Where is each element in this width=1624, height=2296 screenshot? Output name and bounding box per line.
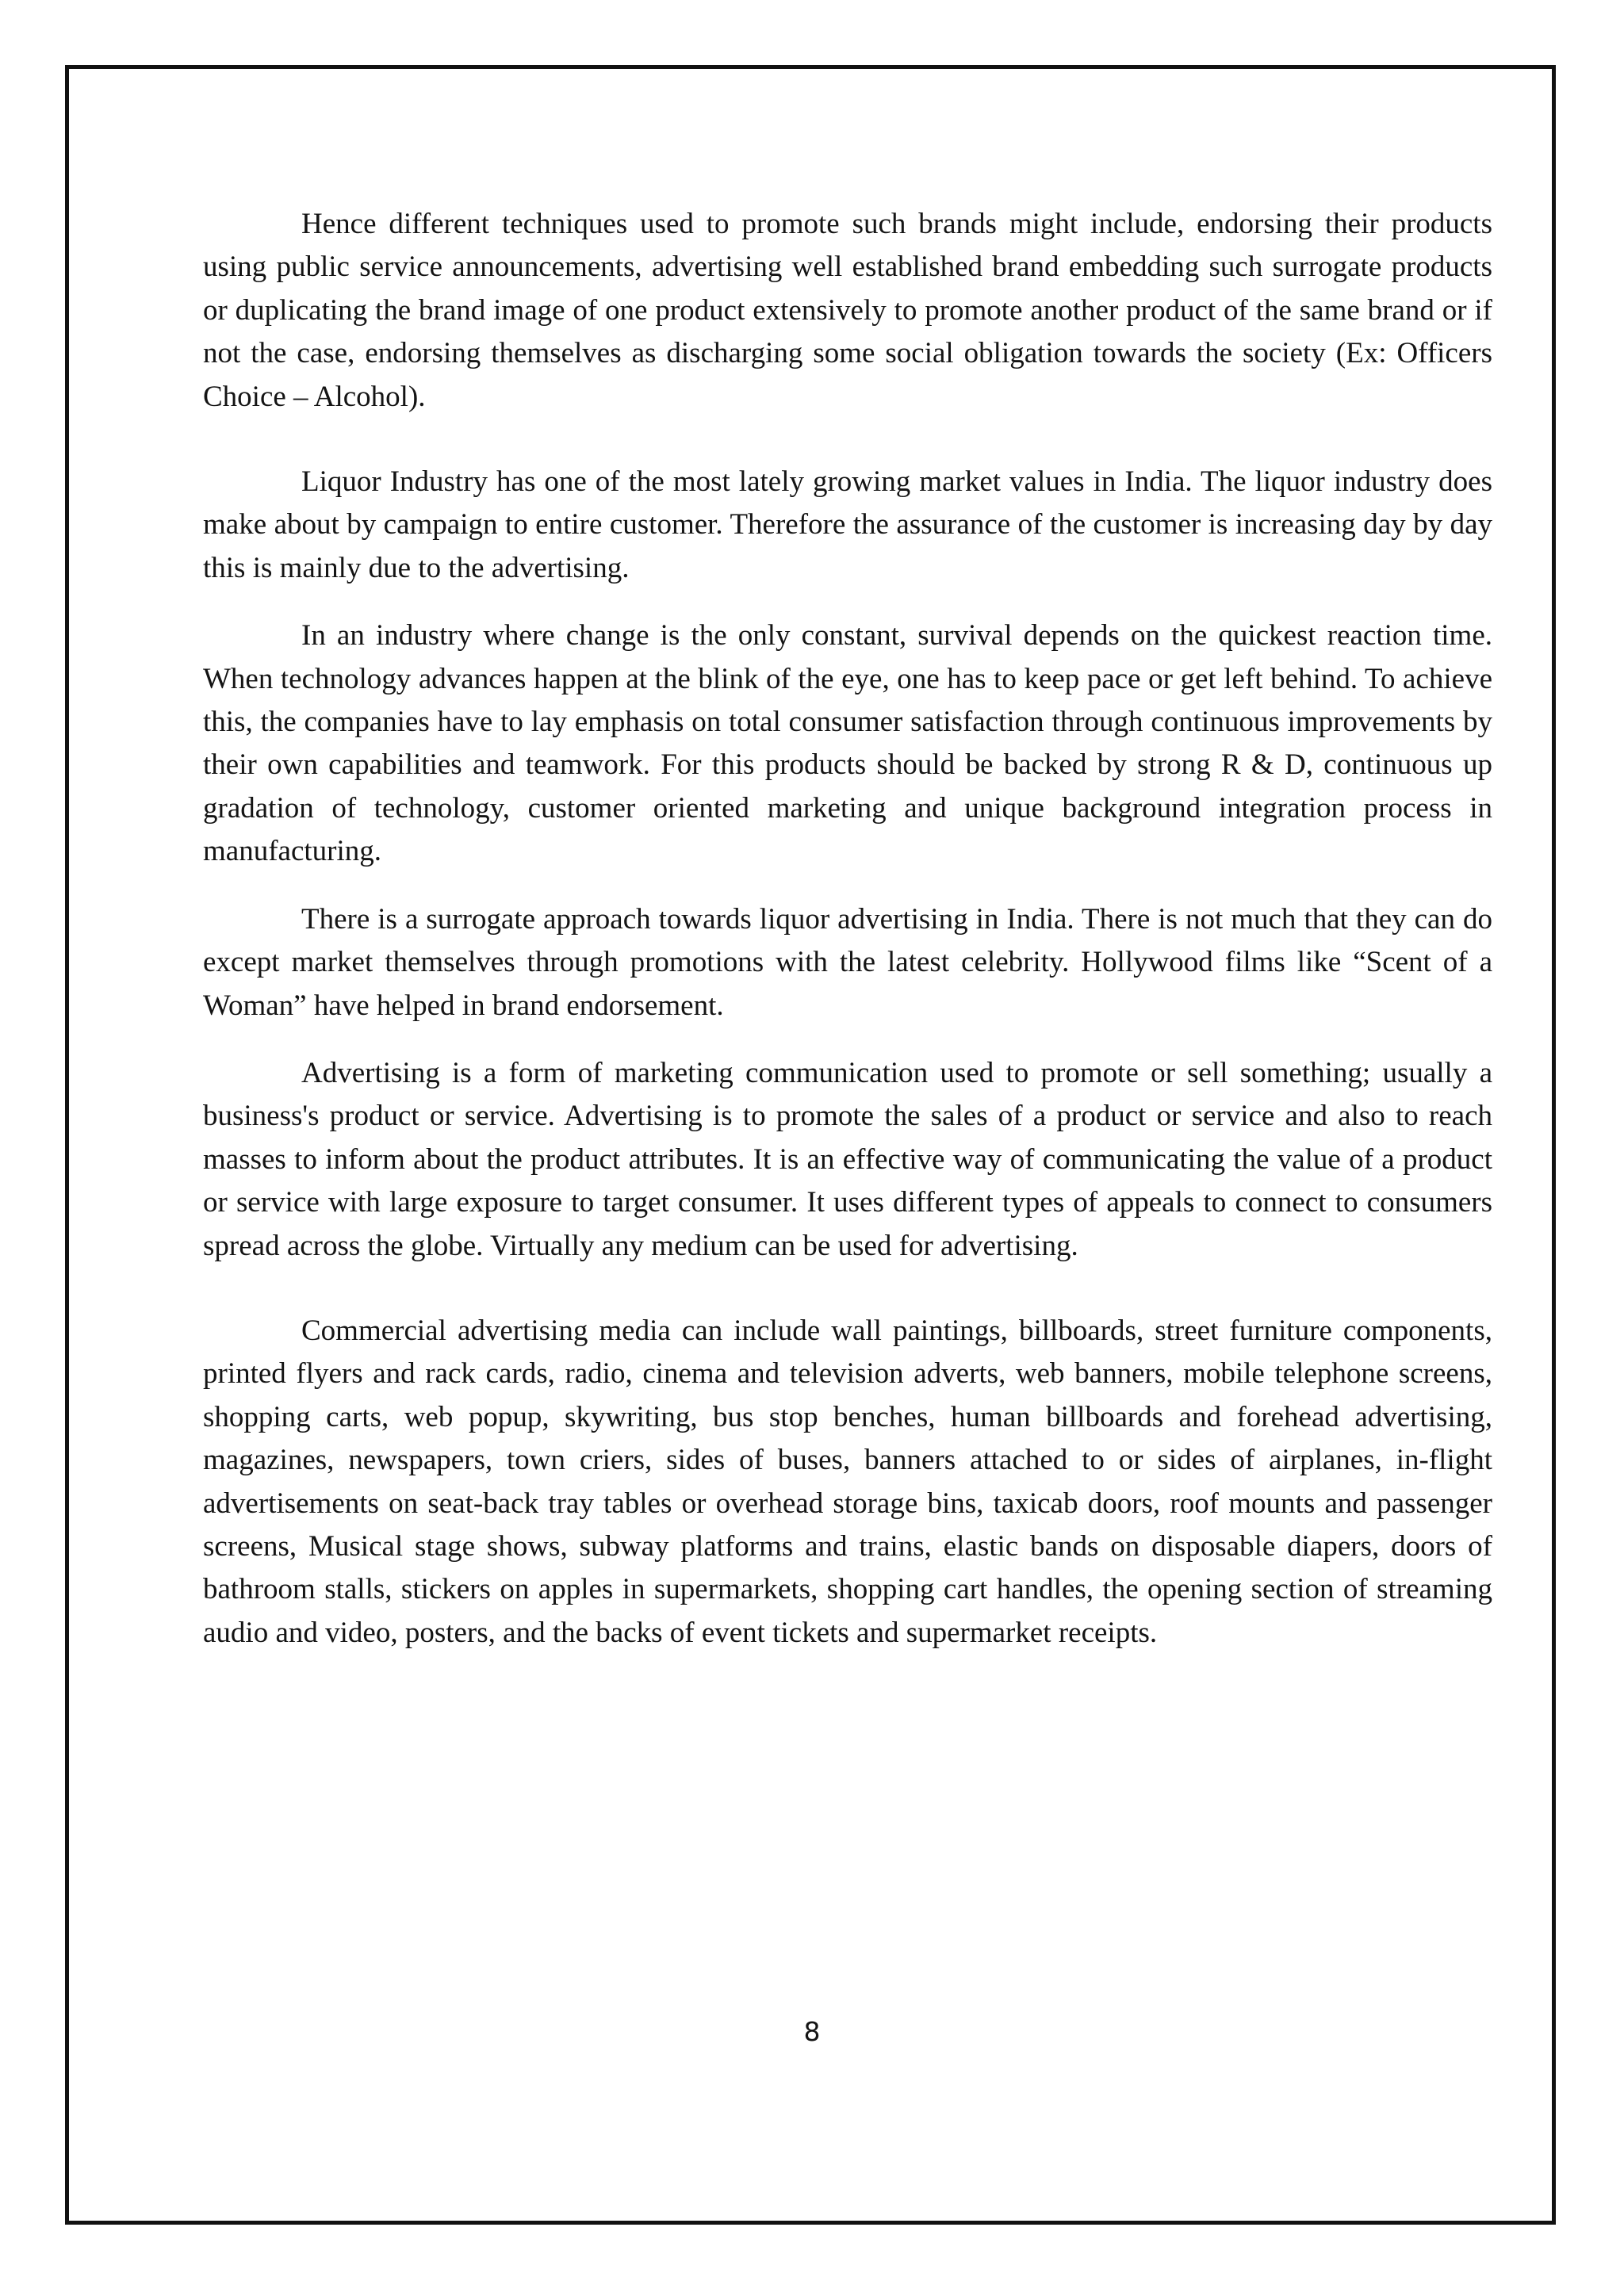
paragraph-industry-change: In an industry where change is the only constant, survival depends on the quickest reaction time. When technology advances happen at the blink of the eye, one has to keep pace or get left behind. To achieve this, the companies have to lay emphasis on total consumer satisfaction through continuous improvements by their own capabilities and teamwork. For this products should be backed by strong R & D, continuous up gradation of technology, customer oriented marketing and unique background integration process in manufacturing. [203,619,1492,868]
paragraph-surrogate-approach: There is a surrogate approach towards liquor advertising in India. There is not much that they can do except market themselves through promotions with the latest celebrity. Hollywood films like “Scent of a Woman” have helped in brand endorsement. [203,902,1492,1022]
paragraph-advertising-definition: Advertising is a form of marketing communication used to promote or sell something; usually a business's product or service. Advertising is to promote the sales of a product or service and also to reach masses to inform about the product attributes. It is an effective way of communicating the value of a product or service with large exposure to target consumer. It uses different types of appeals to connect to consumers spread across the globe. Virtually any medium can be used for advertising. [203,1056,1492,1262]
paragraph-advertising-media: Commercial advertising media can include wall paintings, billboards, street furniture components, printed flyers and rack cards, radio, cinema and television adverts, web banners, mobile telephone screens, shopping carts, web popup, skywriting, bus stop benches, human billboards and forehead advertising, magazines, newspapers, town criers, sides of buses, banners attached to or sides of airplanes, in-flight advertisements on seat-back tray tables or overhead storage bins, taxicab doors, roof mounts and passenger screens, Musical stage shows, subway platforms and trains, elastic bands on disposable diapers, doors of bathroom stalls, stickers on apples in supermarkets, shopping cart handles, the opening section of streaming audio and video, posters, and the backs of event tickets and supermarket receipts. [203,1314,1492,1649]
page-number: 8 [803,2016,821,2047]
document-body [203,203,1492,1655]
paragraph-surrogate-techniques: Hence different techniques used to promote such brands might include, endorsing their products using public service announcements, advertising well established brand embedding such surrogate products or duplicating the brand image of one product extensively to promote another product of the same brand or if not the case, endorsing themselves as discharging some social obligation towards the society (Ex: Officers Choice – Alcohol). [203,208,1492,413]
paragraph-liquor-industry: Liquor Industry has one of the most lately growing market values in India. The liquor industry does make about by campaign to entire customer. Therefore the assurance of the customer is increasing day by day this is mainly due to the advertising. [203,465,1492,584]
